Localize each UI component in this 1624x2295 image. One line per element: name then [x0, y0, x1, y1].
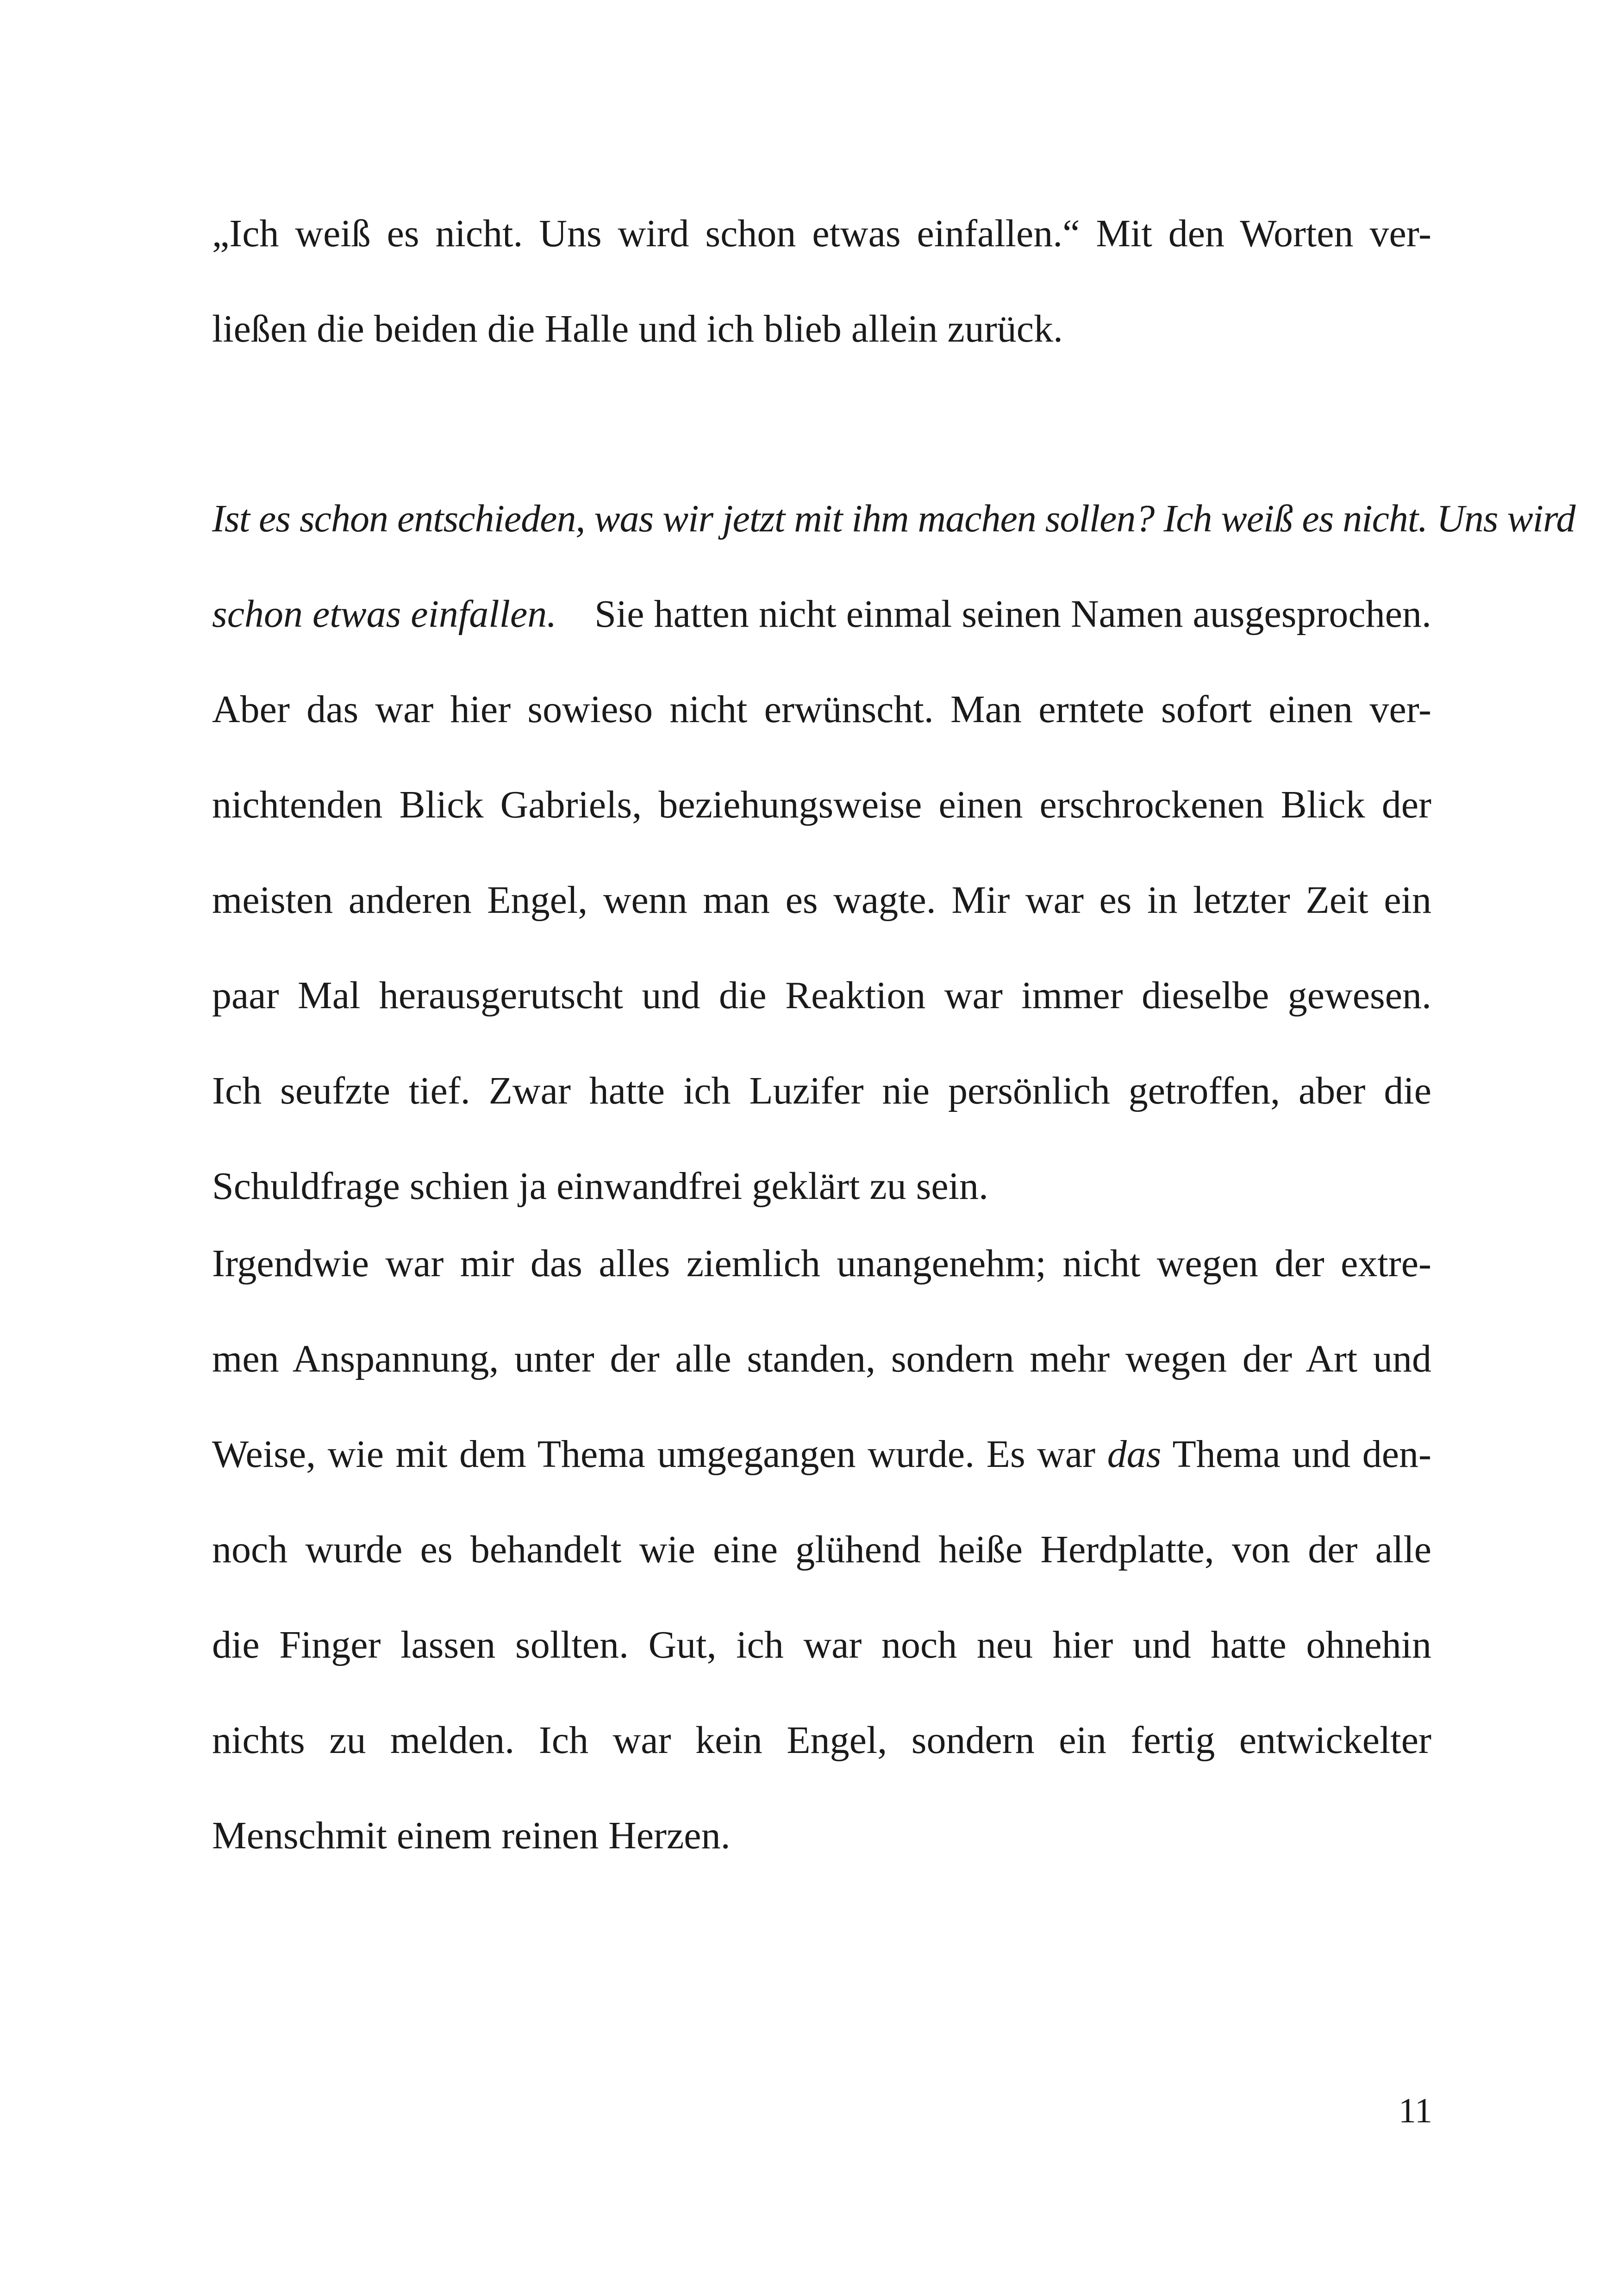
text-line: paar Mal herausgerutscht und die Reaktion war immer dieselbe gewesen.	[212, 974, 1431, 1017]
text-line: „Ich weiß es nicht. Uns wird schon etwas einfallen.“ Mit den Worten ver-	[212, 212, 1431, 255]
text-line: Ich seufzte tief. Zwar hatte ich Luzifer nie persönlich getroffen, aber die	[212, 1069, 1431, 1112]
text-line: Schuldfrage schien ja einwandfrei geklärt zu sein.	[212, 1165, 989, 1208]
text: Weise, wie mit dem Thema umgegangen wurde. Es war	[212, 1433, 1096, 1476]
text-line: men Anspannung, unter der alle standen, sondern mehr wegen der Art und	[212, 1337, 1431, 1380]
text-line: meisten anderen Engel, wenn man es wagte. Mir war es in letzter Zeit ein	[212, 879, 1431, 922]
paragraph-1	[212, 186, 1431, 377]
text-line-mixed	[212, 567, 1431, 662]
page-number: 11	[1398, 2091, 1432, 2130]
text-line: Aber das war hier sowieso nicht erwünscht. Man erntete sofort einen ver-	[212, 688, 1431, 731]
text-line: Menschmit einem reinen Herzen.	[212, 1814, 731, 1857]
text: Sie hatten nicht einmal seinen Namen ausgesprochen.	[594, 592, 1431, 636]
italic-text: das	[1107, 1433, 1162, 1476]
text-line: noch wurde es behandelt wie eine glühend heiße Herdplatte, von der alle	[212, 1528, 1431, 1571]
text-line: nichts zu melden. Ich war kein Engel, sondern ein fertig entwickelter	[212, 1719, 1431, 1762]
text-line: ließen die beiden die Halle und ich blieb allein zurück.	[212, 307, 1063, 350]
text-line: nichtenden Blick Gabriels, beziehungsweise einen erschrockenen Blick der	[212, 783, 1431, 826]
text: Thema und den-	[1172, 1433, 1431, 1476]
text-line: die Finger lassen sollten. Gut, ich war noch neu hier und hatte ohnehin	[212, 1623, 1431, 1666]
paragraph-2	[212, 471, 1575, 1234]
text-line: Irgendwie war mir das alles ziemlich unangenehm; nicht wegen der extre-	[212, 1242, 1431, 1285]
italic-text: schon etwas einfallen.	[212, 592, 557, 636]
paragraph-3	[212, 1216, 1431, 1883]
italic-text-line: Ist es schon entschieden, was wir jetzt mit ihm machen sollen? Ich weiß es nicht. Uns wird	[212, 497, 1575, 540]
text-line-mixed	[212, 1407, 1431, 1502]
